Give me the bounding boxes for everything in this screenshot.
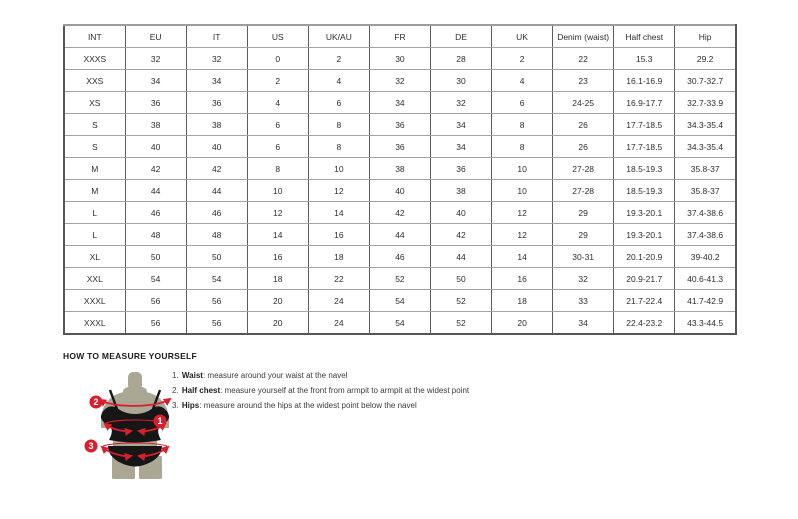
- waist-badge-label: 1: [157, 416, 163, 427]
- size-row: [64, 48, 736, 70]
- size-cell: 6: [247, 114, 308, 136]
- size-cell: 46: [125, 202, 186, 224]
- size-cell: 32: [553, 268, 614, 290]
- size-cell: 2: [492, 48, 553, 70]
- size-cell: 26: [553, 114, 614, 136]
- size-cell: 18: [247, 268, 308, 290]
- size-cell: 2: [247, 70, 308, 92]
- size-cell: 48: [125, 224, 186, 246]
- size-cell: 54: [369, 290, 430, 312]
- size-cell: 52: [430, 290, 491, 312]
- size-cell: 41.7-42.9: [675, 290, 736, 312]
- size-cell: XXL: [64, 268, 125, 290]
- size-cell: 4: [247, 92, 308, 114]
- size-cell: 20.9-21.7: [614, 268, 675, 290]
- column-header: DE: [430, 25, 491, 48]
- hips-badge-label: 3: [88, 441, 94, 452]
- size-cell: 29: [553, 202, 614, 224]
- size-cell: 12: [492, 224, 553, 246]
- column-header: Half chest: [614, 25, 675, 48]
- size-row: [64, 114, 736, 136]
- size-cell: 56: [186, 290, 247, 312]
- size-cell: 32.7-33.9: [675, 92, 736, 114]
- size-row: [64, 180, 736, 202]
- size-cell: 50: [430, 268, 491, 290]
- size-cell: 8: [308, 114, 369, 136]
- size-cell: 14: [247, 224, 308, 246]
- size-cell: XXS: [64, 70, 125, 92]
- size-cell: 54: [369, 312, 430, 335]
- size-cell: 15.3: [614, 48, 675, 70]
- step-label: Half chest: [181, 386, 221, 395]
- size-cell: L: [64, 224, 125, 246]
- size-cell: 34.3-35.4: [675, 136, 736, 158]
- size-cell: 42: [369, 202, 430, 224]
- size-cell: S: [64, 136, 125, 158]
- size-cell: XXXL: [64, 312, 125, 335]
- size-cell: 44: [430, 246, 491, 268]
- measure-steps-list: [172, 372, 469, 417]
- size-cell: 20.1-20.9: [614, 246, 675, 268]
- size-cell: 20: [247, 312, 308, 335]
- size-cell: 2: [308, 48, 369, 70]
- size-cell: 28: [430, 48, 491, 70]
- size-cell: 32: [125, 48, 186, 70]
- step-number: 1.: [172, 371, 179, 380]
- size-row: [64, 70, 736, 92]
- size-cell: 0: [247, 48, 308, 70]
- column-header: IT: [186, 25, 247, 48]
- size-cell: 34.3-35.4: [675, 114, 736, 136]
- size-cell: 34: [430, 136, 491, 158]
- size-cell: 34: [186, 70, 247, 92]
- size-row: [64, 158, 736, 180]
- size-cell: 38: [369, 158, 430, 180]
- measure-step-hips: [172, 402, 469, 411]
- size-cell: 6: [247, 136, 308, 158]
- step-text: : measure around the hips at the widest point below the navel: [199, 401, 417, 410]
- size-cell: 50: [125, 246, 186, 268]
- column-header: INT: [64, 25, 125, 48]
- step-text: : measure around your waist at the navel: [202, 371, 348, 380]
- table-body: [64, 48, 736, 335]
- size-cell: 17.7-18.5: [614, 114, 675, 136]
- size-cell: 8: [492, 114, 553, 136]
- size-cell: 22: [553, 48, 614, 70]
- size-cell: 29.2: [675, 48, 736, 70]
- step-text: : measure yourself at the front from armpit to armpit at the widest point: [220, 386, 470, 395]
- size-cell: 40: [125, 136, 186, 158]
- size-cell: 32: [430, 92, 491, 114]
- size-cell: 10: [308, 158, 369, 180]
- size-cell: 6: [492, 92, 553, 114]
- size-cell: 46: [369, 246, 430, 268]
- size-cell: 23: [553, 70, 614, 92]
- size-row: [64, 136, 736, 158]
- size-cell: 4: [492, 70, 553, 92]
- step-label: Hips: [181, 401, 200, 410]
- column-header: US: [247, 25, 308, 48]
- size-cell: 44: [186, 180, 247, 202]
- size-cell: 39-40.2: [675, 246, 736, 268]
- column-header: FR: [369, 25, 430, 48]
- size-cell: 21.7-22.4: [614, 290, 675, 312]
- size-cell: 18.5-19.3: [614, 158, 675, 180]
- column-header: Denim (waist): [553, 25, 614, 48]
- size-cell: 16.9-17.7: [614, 92, 675, 114]
- size-cell: 40: [369, 180, 430, 202]
- measure-step-half-chest: [172, 387, 469, 396]
- size-cell: 27-28: [553, 180, 614, 202]
- size-cell: 54: [125, 268, 186, 290]
- size-cell: 50: [186, 246, 247, 268]
- size-cell: 43.3-44.5: [675, 312, 736, 335]
- size-row: [64, 246, 736, 268]
- size-cell: 18: [492, 290, 553, 312]
- size-cell: 10: [492, 180, 553, 202]
- size-cell: 42: [430, 224, 491, 246]
- size-cell: 32: [369, 70, 430, 92]
- size-cell: 27-28: [553, 158, 614, 180]
- size-cell: 52: [369, 268, 430, 290]
- size-cell: 24-25: [553, 92, 614, 114]
- size-cell: M: [64, 180, 125, 202]
- size-cell: 16: [308, 224, 369, 246]
- step-number: 3.: [172, 401, 179, 410]
- size-cell: 10: [247, 180, 308, 202]
- size-cell: 20: [247, 290, 308, 312]
- size-cell: 36: [125, 92, 186, 114]
- size-cell: 18.5-19.3: [614, 180, 675, 202]
- size-cell: XXXL: [64, 290, 125, 312]
- size-cell: 14: [492, 246, 553, 268]
- size-cell: 42: [125, 158, 186, 180]
- size-cell: S: [64, 114, 125, 136]
- size-row: [64, 92, 736, 114]
- size-cell: XS: [64, 92, 125, 114]
- size-cell: 40: [186, 136, 247, 158]
- size-cell: XL: [64, 246, 125, 268]
- size-cell: 44: [369, 224, 430, 246]
- size-chart-table: [63, 24, 737, 335]
- size-cell: 24: [308, 312, 369, 335]
- size-cell: 20: [492, 312, 553, 335]
- size-cell: 30.7-32.7: [675, 70, 736, 92]
- size-row: [64, 290, 736, 312]
- size-row: [64, 202, 736, 224]
- size-cell: 48: [186, 224, 247, 246]
- size-cell: 36: [369, 114, 430, 136]
- size-cell: 4: [308, 70, 369, 92]
- size-cell: 36: [186, 92, 247, 114]
- size-cell: 19.3-20.1: [614, 202, 675, 224]
- size-cell: 38: [125, 114, 186, 136]
- table-header-row: [64, 25, 736, 48]
- size-cell: 16.1-16.9: [614, 70, 675, 92]
- size-cell: 38: [430, 180, 491, 202]
- size-cell: 22: [308, 268, 369, 290]
- size-cell: 6: [308, 92, 369, 114]
- size-cell: 46: [186, 202, 247, 224]
- size-cell: 42: [186, 158, 247, 180]
- size-cell: 34: [430, 114, 491, 136]
- size-cell: 52: [430, 312, 491, 335]
- step-number: 2.: [172, 386, 179, 395]
- size-cell: 34: [369, 92, 430, 114]
- size-cell: 22.4-23.2: [614, 312, 675, 335]
- size-cell: 34: [125, 70, 186, 92]
- size-cell: 19.3-20.1: [614, 224, 675, 246]
- measure-guide-heading: HOW TO MEASURE YOURSELF: [63, 351, 197, 361]
- size-cell: 34: [553, 312, 614, 335]
- size-cell: 10: [492, 158, 553, 180]
- measure-step-waist: [172, 372, 469, 381]
- size-cell: 44: [125, 180, 186, 202]
- column-header: UK/AU: [308, 25, 369, 48]
- size-cell: 37.4-38.6: [675, 202, 736, 224]
- size-cell: XXXS: [64, 48, 125, 70]
- size-cell: 40: [430, 202, 491, 224]
- size-cell: 40.6-41.3: [675, 268, 736, 290]
- size-cell: 30: [369, 48, 430, 70]
- size-cell: 24: [308, 290, 369, 312]
- column-header: UK: [492, 25, 553, 48]
- size-cell: 26: [553, 136, 614, 158]
- step-label: Waist: [181, 371, 203, 380]
- size-row: [64, 268, 736, 290]
- size-cell: 16: [247, 246, 308, 268]
- column-header: EU: [125, 25, 186, 48]
- size-cell: 29: [553, 224, 614, 246]
- size-cell: 56: [125, 312, 186, 335]
- size-cell: 16: [492, 268, 553, 290]
- size-cell: 18: [308, 246, 369, 268]
- size-cell: 12: [308, 180, 369, 202]
- size-cell: 38: [186, 114, 247, 136]
- size-cell: 8: [247, 158, 308, 180]
- size-cell: 14: [308, 202, 369, 224]
- chest-badge-label: 2: [93, 397, 99, 408]
- size-cell: 17.7-18.5: [614, 136, 675, 158]
- size-cell: 30-31: [553, 246, 614, 268]
- size-cell: 35.8-37: [675, 158, 736, 180]
- size-cell: 30: [430, 70, 491, 92]
- size-cell: 36: [430, 158, 491, 180]
- size-cell: 8: [308, 136, 369, 158]
- size-cell: 32: [186, 48, 247, 70]
- size-row: [64, 312, 736, 335]
- size-row: [64, 224, 736, 246]
- size-cell: 12: [247, 202, 308, 224]
- size-cell: 33: [553, 290, 614, 312]
- size-cell: 54: [186, 268, 247, 290]
- size-cell: 56: [125, 290, 186, 312]
- size-cell: M: [64, 158, 125, 180]
- size-cell: 56: [186, 312, 247, 335]
- size-cell: 12: [492, 202, 553, 224]
- column-header: Hip: [675, 25, 736, 48]
- size-cell: 36: [369, 136, 430, 158]
- size-cell: 35.8-37: [675, 180, 736, 202]
- size-cell: 37.4-38.6: [675, 224, 736, 246]
- size-cell: 8: [492, 136, 553, 158]
- size-cell: L: [64, 202, 125, 224]
